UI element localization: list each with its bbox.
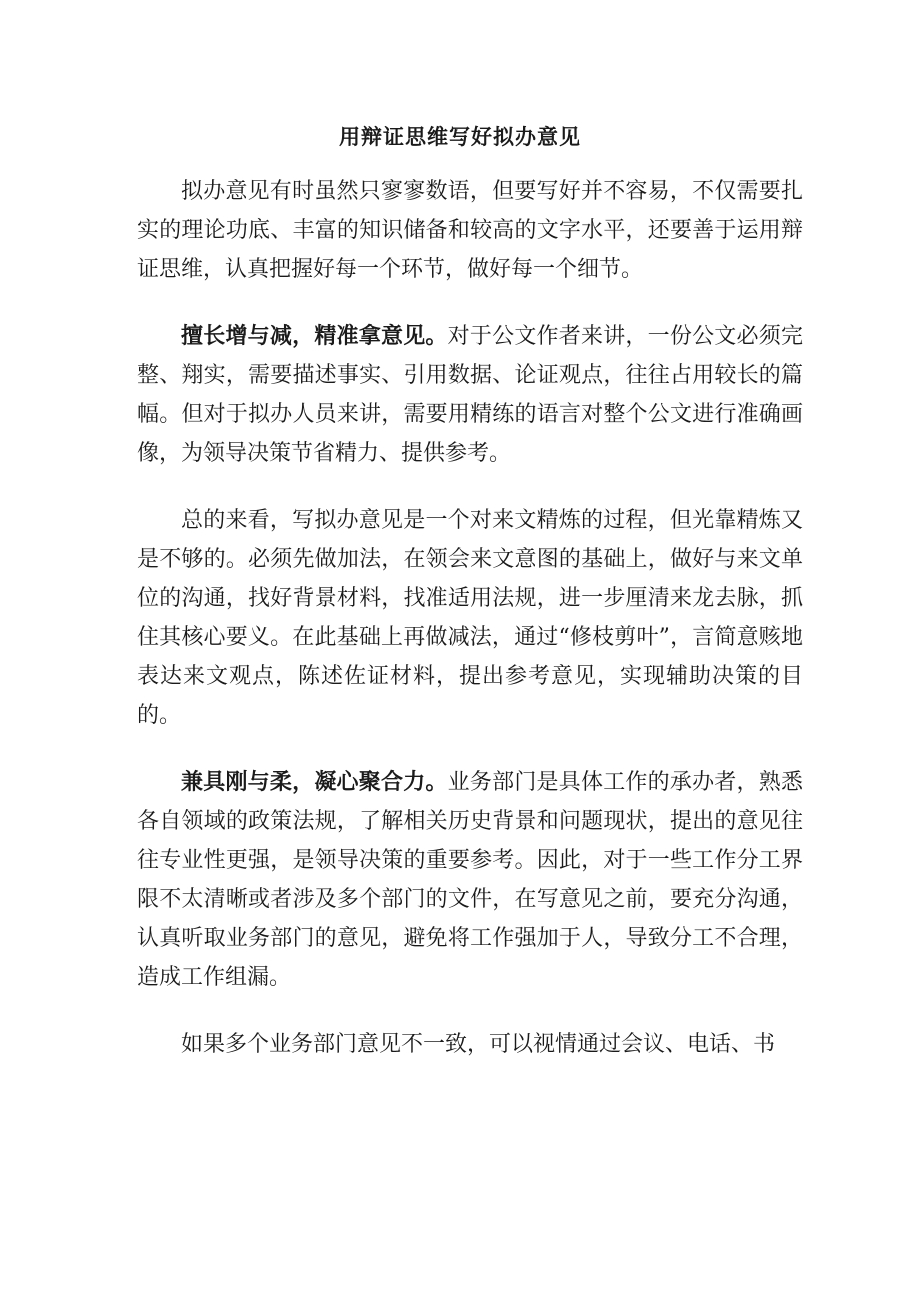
paragraph-3-text: 总的来看，写拟办意见是一个对来文精炼的过程，但光靠精炼又是不够的。必须先做加法，在领会来文意图的基础上，做好与来文单位的沟通，找好背景材料，找准适用法规，进一步厘清来龙去脉，抓住其核心要义。在此基础上再做减法，通过“修枝剪叶”，言简意赅地表达来文观点，陈述佐证材料，提出参考意见，实现辅助决策的目的。 (137, 508, 803, 728)
paragraph-4-heading: 兼具刚与柔，凝心聚合力。 (181, 770, 448, 795)
paragraph-5-text: 如果多个业务部门意见不一致，可以视情通过会议、电话、书 (181, 1032, 776, 1057)
paragraph-4 (137, 763, 803, 997)
document-body (137, 172, 803, 1092)
paragraph-1 (137, 172, 803, 289)
paragraph-5 (137, 1025, 803, 1064)
paragraph-3 (137, 501, 803, 735)
document-title: 用辩证思维写好拟办意见 (339, 125, 581, 149)
paragraph-2-heading: 擅长增与减，精准拿意见。 (181, 324, 448, 349)
paragraph-4-text: 业务部门是具体工作的承办者，熟悉各自领域的政策法规，了解相关历史背景和问题现状，提出的意见往往专业性更强，是领导决策的重要参考。因此，对于一些工作分工界限不太清晰或者涉及多个部门的文件，在写意见之前，要充分沟通，认真听取业务部门的意见，避免将工作强加于人，导致分工不合理，造成工作组漏。 (137, 770, 803, 990)
paragraph-1-text: 拟办意见有时虽然只寥寥数语，但要写好并不容易，不仅需要扎实的理论功底、丰富的知识储备和较高的文字水平，还要善于运用辩证思维，认真把握好每一个环节，做好每一个细节。 (137, 179, 803, 282)
paragraph-2 (137, 317, 803, 473)
paragraph-2-text: 对于公文作者来讲，一份公文必须完整、翔实，需要描述事实、引用数据、论证观点，往往占用较长的篇幅。但对于拟办人员来讲，需要用精练的语言对整个公文进行准确画像，为领导决策节省精力、提供参考。 (137, 324, 803, 466)
